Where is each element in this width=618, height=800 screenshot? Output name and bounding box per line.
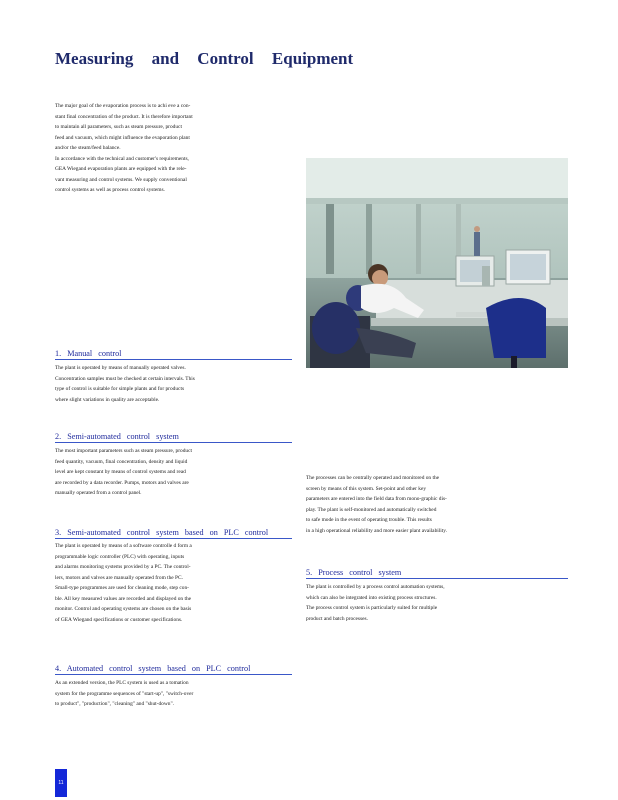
section-heading-plc-semi: 3. Semi-automated control system based on PLC control: [55, 528, 292, 539]
section-heading-manual-control: 1. Manual control: [55, 349, 292, 360]
text-line: system for the programme sequences of "start-up", "switch-over: [55, 690, 194, 697]
page-title: Measuring and Control Equipment: [55, 49, 354, 69]
text-line: to safe mode in the event of operating trouble. This results: [306, 517, 432, 523]
text-line: Small-type programmes are used for cleaning mode, step con-: [55, 585, 189, 591]
text-line: level are kept constant by means of control systems and read: [55, 469, 186, 475]
section-body-manual-control: [55, 363, 292, 405]
control-room-photo: [306, 158, 568, 368]
page-number: 11: [55, 769, 67, 797]
right-column-paragraph: [306, 473, 568, 536]
text-line: The plant is operated by means of a software controlle d form a: [55, 543, 192, 549]
section-body-plc-automated: [55, 678, 292, 710]
text-line: The process control system is particularly suited for multiple: [306, 605, 438, 611]
text-line: screen by means of this system. Set-point and other key: [306, 485, 427, 492]
text-line: to maintain all parameters, such as steam pressure, product: [55, 124, 182, 130]
section-body-plc-semi: [55, 541, 292, 625]
section-heading-plc-automated: 4. Automated control system based on PLC control: [55, 664, 292, 675]
text-line: GEA Wiegand evaporation plants are equipped with the rele-: [55, 166, 187, 172]
intro-paragraph: [55, 101, 292, 196]
text-line: control systems as well as process control systems.: [55, 187, 165, 193]
section-heading-semi-automated: 2. Semi-automated control system: [55, 432, 292, 443]
text-line: which can also be integrated into existing process structures.: [306, 594, 437, 601]
text-line: manually operated from a control panel.: [55, 490, 142, 496]
text-line: are recorded by a data recorder. Pumps, motors and valves are: [55, 479, 189, 486]
text-line: The processes can be centrally operated and monitored on the: [306, 475, 440, 481]
text-line: feed quantity, vacuum, final concentration, density and liquid: [55, 458, 188, 465]
text-line: Concentration samples must be checked at certain intervals. This: [55, 375, 195, 382]
text-line: In accordance with the technical and customer's requirements,: [55, 155, 189, 162]
text-line: The plant is controlled by a process control automation systems,: [306, 584, 445, 590]
text-line: programmable logic controller (PLC) with operating, inputs: [55, 553, 185, 560]
section-heading-process-control: 5. Process control system: [306, 568, 568, 579]
text-line: and/or the steam/feed balance.: [55, 145, 121, 151]
text-line: monitor. Control and operating systems are chosen on the basis: [55, 606, 192, 612]
text-line: of GEA Wiegand specifications or customer specifications.: [55, 616, 183, 623]
text-line: type of control is suitable for simple plants and for products: [55, 386, 185, 392]
text-line: product and batch processes.: [306, 615, 368, 622]
text-line: and alarms monitoring systems provided by a PC. The control-: [55, 564, 191, 570]
text-line: As an extended version, the PLC system is used as a tomation: [55, 680, 189, 686]
section-body-process-control: [306, 582, 568, 624]
text-line: The most important parameters such as steam pressure, product: [55, 448, 192, 454]
text-line: feed and vacuum, which might influence the evaporation plant: [55, 134, 190, 141]
text-line: The major goal of the evaporation process is to achi eve a con-: [55, 103, 191, 109]
text-line: in a high operational reliability and more easier plant availability.: [306, 527, 447, 534]
text-line: vant measuring and control systems. We supply conventional: [55, 176, 187, 183]
text-line: where slight variations in quality are acceptable.: [55, 396, 160, 403]
section-body-semi-automated: [55, 446, 292, 499]
text-line: lers, motors and valves are manually operated from the PC.: [55, 574, 183, 581]
text-line: The plant is operated by means of manually operated valves.: [55, 365, 186, 371]
text-line: to product", "production", "cleaning" and "shut-down".: [55, 701, 175, 707]
text-line: play. The plant is self-monitored and automatically switched: [306, 506, 437, 513]
text-line: stant final concentration of the product. It is therefore important: [55, 113, 193, 120]
text-line: parameters are entered into the field data from mono-graphic dis-: [306, 496, 447, 502]
text-line: ble. All key measured values are recorded and displayed on the: [55, 595, 192, 602]
